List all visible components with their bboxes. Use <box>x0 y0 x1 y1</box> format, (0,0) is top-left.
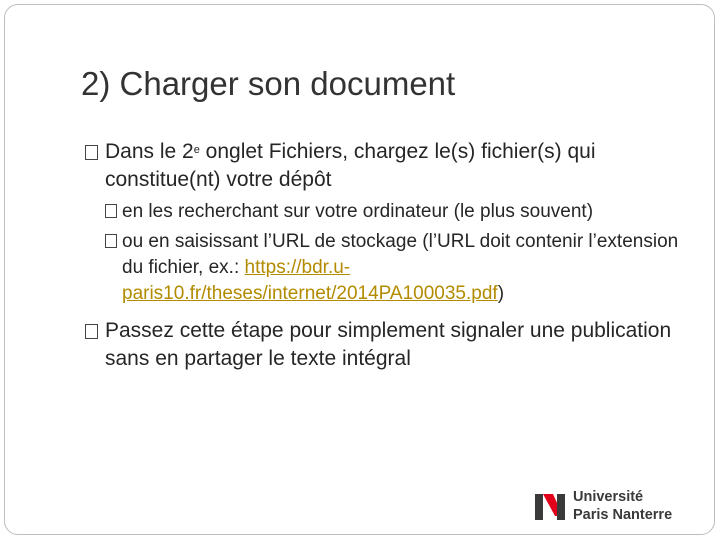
bullet-box-icon <box>105 234 117 248</box>
bullet1-text-pre: Dans le 2 <box>105 140 194 163</box>
subbullet2-text-post: ) <box>497 283 505 304</box>
bullet-skip-step <box>84 317 704 373</box>
bullet-box-icon <box>105 204 117 218</box>
example-url-link[interactable]: https://bdr.u-paris10.fr/theses/internet/2014PA100035.pdf <box>122 257 498 304</box>
logo-line-universite: Université <box>573 489 644 505</box>
logo-line-paris-nanterre: Paris Nanterre <box>573 507 673 523</box>
logo-text <box>573 488 672 524</box>
bullet2-text: Passez cette étape pour simplement signaler une publication sans en partager le texte intégral <box>105 319 672 370</box>
subbullet1-text: en les recherchant sur votre ordinateur (le plus souvent) <box>122 201 594 222</box>
bullet1-superscript: e <box>193 144 200 156</box>
subbullet-enter-url <box>84 229 704 307</box>
bullet-upload-files <box>84 138 704 194</box>
bullet-box-icon <box>85 145 98 160</box>
bullet1-text-post: onglet Fichiers, chargez le(s) fichier(s) qui constitue(nt) votre dépôt <box>105 140 596 191</box>
slide <box>4 4 715 535</box>
bullet-box-icon <box>85 324 98 339</box>
subbullet2-text-pre: ou en saisissant l’URL de stockage (l’URL doit contenir l’extension du fichier, ex.: <box>122 231 679 278</box>
university-logo <box>533 485 693 529</box>
nanterre-logo-icon <box>533 490 569 524</box>
slide-title: 2) Charger son document <box>81 65 456 102</box>
subbullet-browse-computer <box>84 199 704 225</box>
bullet-list <box>84 138 704 378</box>
